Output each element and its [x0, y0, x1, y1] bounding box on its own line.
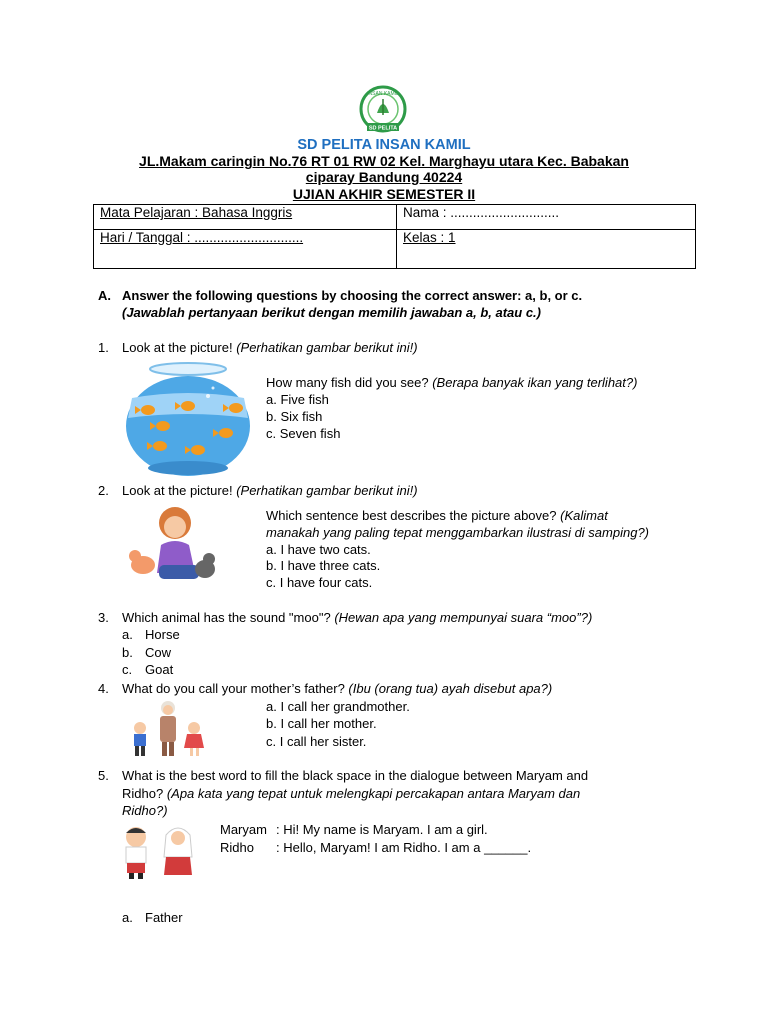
family-image [126, 698, 208, 760]
q5-option-a[interactable]: Father [145, 910, 183, 925]
boy-and-girl-image [118, 823, 198, 881]
date-cell[interactable]: Hari / Tanggal : ............................. [94, 230, 397, 269]
q3-text: Which animal has the sound "moo"? (Hewan apa yang mempunyai suara “moo”?) [122, 610, 593, 625]
exam-title: UJIAN AKHIR SEMESTER II [292, 186, 476, 202]
q4-text: What do you call your mother’s father? (Ibu (orang tua) ayah disebut apa?) [122, 681, 553, 696]
q2-number: 2. [98, 483, 109, 498]
section-instruction: Answer the following questions by choosing the correct answer: a, b, or c. [122, 288, 583, 303]
dialogue-speaker-1: Maryam [220, 822, 267, 837]
school-name: SD PELITA INSAN KAMIL [297, 137, 471, 153]
q5-option-a-letter: a. [122, 910, 133, 925]
q4-option-b[interactable]: b. I call her mother. [266, 716, 377, 731]
q3-option-a[interactable]: Horse [145, 627, 180, 642]
logo-text-top: INSAN KAMIL [367, 91, 399, 97]
q5-number: 5. [98, 768, 109, 783]
q2-sub-line-2: manakah yang paling tepat menggambarkan ilustrasi di samping?) [266, 525, 649, 540]
q1-option-c[interactable]: c. Seven fish [266, 426, 341, 441]
q2-sub-line-1: Which sentence best describes the picture above? (Kalimat [266, 508, 608, 523]
q1-sub: How many fish did you see? (Berapa banyak ikan yang terlihat?) [266, 375, 638, 390]
subject-cell: Mata Pelajaran : Bahasa Inggris [94, 205, 397, 230]
q4-option-c[interactable]: c. I call her sister. [266, 734, 367, 749]
section-instruction-id: (Jawablah pertanyaan berikut dengan memilih jawaban a, b, atau c.) [122, 305, 542, 320]
q3-option-a-letter: a. [122, 627, 133, 642]
q1-option-b[interactable]: b. Six fish [266, 409, 323, 424]
q2-option-c[interactable]: c. I have four cats. [266, 575, 373, 590]
q3-option-b-letter: b. [122, 645, 133, 660]
q5-text-line-2: Ridho? (Apa kata yang tepat untuk melengkapi percakapan antara Maryam dan [122, 786, 581, 801]
address-line-2: ciparay Bandung 40224 [305, 169, 463, 185]
name-cell[interactable]: Nama : ............................. [397, 205, 696, 230]
fishbowl-image [118, 358, 258, 476]
q1-number: 1. [98, 340, 109, 355]
q2-text: Look at the picture! (Perhatikan gambar berikut ini!) [122, 483, 418, 498]
q5-text-line-3: Ridho?) [122, 803, 168, 818]
logo-text-bottom: SD PELITA [368, 125, 398, 132]
section-letter: A. [98, 288, 111, 303]
q3-option-c[interactable]: Goat [145, 662, 174, 677]
q1-option-a[interactable]: a. Five fish [266, 392, 329, 407]
q2-option-b[interactable]: b. I have three cats. [266, 558, 381, 573]
q1-text: Look at the picture! (Perhatikan gambar berikut ini!) [122, 340, 418, 355]
q4-number: 4. [98, 681, 109, 696]
q3-number: 3. [98, 610, 109, 625]
q3-option-b[interactable]: Cow [145, 645, 172, 660]
q4-option-a[interactable]: a. I call her grandmother. [266, 699, 410, 714]
school-logo [355, 85, 411, 137]
student-info-table [93, 204, 696, 269]
q2-option-a[interactable]: a. I have two cats. [266, 542, 371, 557]
address-line-1: JL.Makam caringin No.76 RT 01 RW 02 Kel. Marghayu utara Kec. Babakan [139, 153, 629, 169]
school-address [0, 153, 768, 185]
dialogue-speaker-2: Ridho [220, 840, 254, 855]
woman-with-cats-image [123, 503, 221, 585]
q3-option-c-letter: c. [122, 662, 133, 677]
class-cell: Kelas : 1 [397, 230, 696, 269]
q5-text-line-1: What is the best word to fill the black space in the dialogue between Maryam and [122, 768, 589, 783]
dialogue-line-2: : Hello, Maryam! I am Ridho. I am a ______. [276, 840, 532, 855]
dialogue-line-1: : Hi! My name is Maryam. I am a girl. [276, 822, 488, 837]
